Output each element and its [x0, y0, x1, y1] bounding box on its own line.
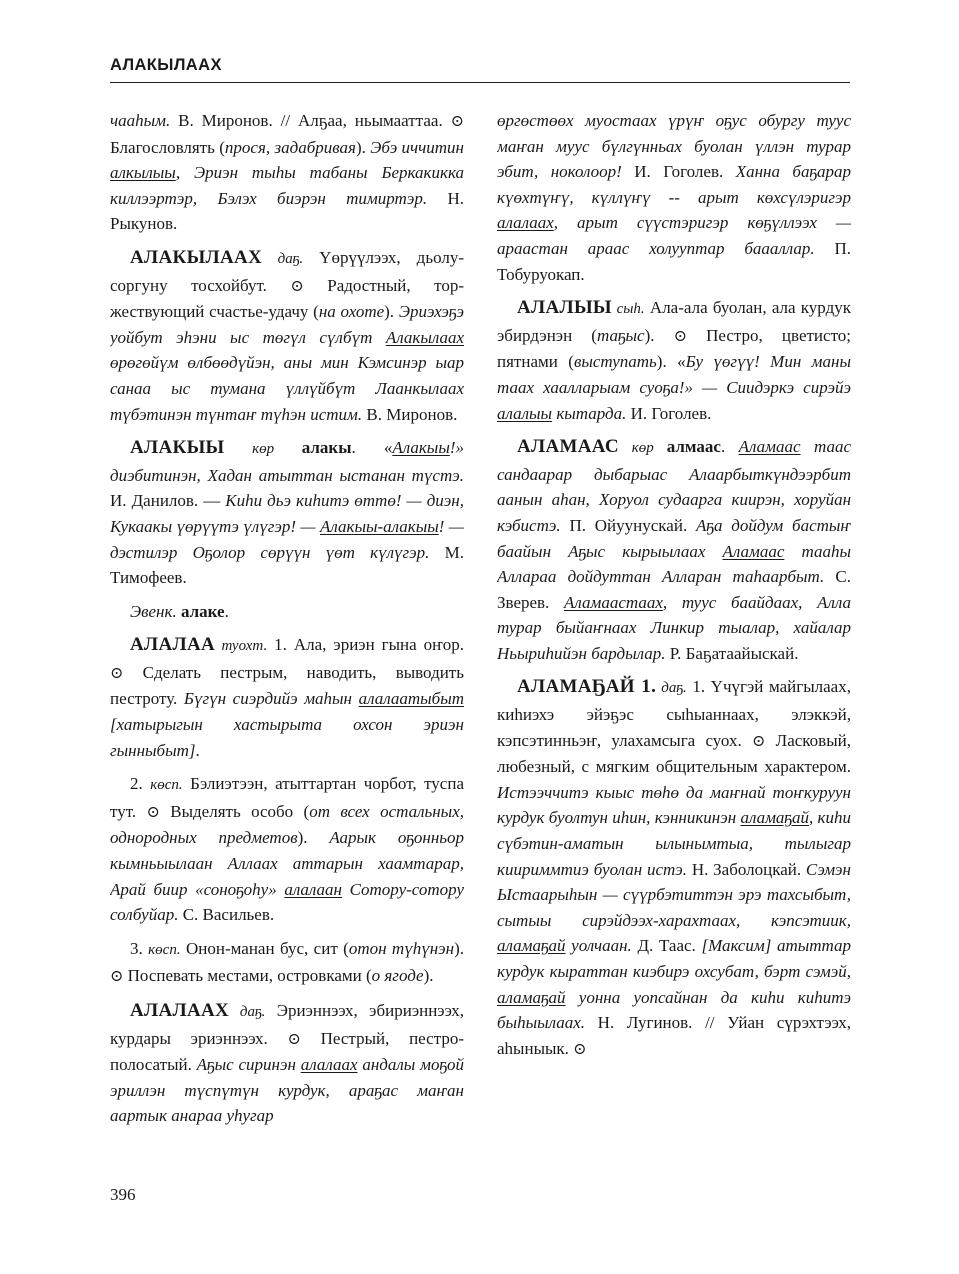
etymology-evenk: Эвенк. алаке. [130, 601, 229, 621]
russian-translation-icon: ⊙ [287, 1030, 301, 1048]
entry-alalyy: АЛАЛЫЫ сыһ. Ала-ала буолан, ала курдук эбирдэнэн (таҕыс). ⊙ Пестро, цветисто; пятнами (выступать). «Бу үөгүү! Мин маны таах хаалларыам суоҕа!» — Сиидэркэ сирэйэ алалыы кытарда. И. Гоголев. [497, 297, 851, 423]
russian-translation-icon: ⊙ [573, 1040, 587, 1058]
russian-translation-icon: ⊙ [673, 327, 688, 345]
entry-alakylaakh: АЛАКЫЛААХ даҕ. Үөрүүлээх, дьолу-соргуну тосхойбут. ⊙ Радостный, торжествующий счастье-удачу (на охоте). Эриэхэҕэ уойбут эһэни ыс төгүл сүлбүт Алакылаах өрөгөйүм өлбөөдүйэн, аны мин Кэмсинэр ыар санаа ыс тумана үллүйбүт Лаанкылаах түбэтинэн түнтаҥ түһэн истим. В. Миронов. [110, 246, 464, 424]
russian-translation-icon: ⊙ [751, 732, 766, 750]
entry-alamagai: АЛАМАҔАЙ 1. даҕ. 1. Үчүгэй майгылаах, киһиэхэ эйэҕэс сыһыаннаах, элэккэй, кэпсэтинньэҥ, улахамсыга суох. ⊙ Ласковый, любезный, с мягким общительным характером. Истээччитэ кыыс төһө да маҥнай тоҥкуруун курдук буолтун иһин, кэнникинэн аламаҕай, киһи сүбэтин-аматын ылынымтыа, тылыгар киириммтиэ буолан истэ. Н. Заболоцкай. Сэмэн Ыстаарыһын — сүүрбэтиттэн эрэ тахсыбыт, сытыы сирэйдээх-харахтаах, кэпсэтиик, аламаҕай уолчаан. Д. Таас. [Максим] атыттар курдук кыраттан киэбирэ охсубат, бэрт сэмэй, аламаҕай уонна уопсайнан да киһи киһитэ быһыылаах. Н. Лугинов. // Уйан сүрэхтээх, аһыныык. ⊙ [497, 676, 851, 1058]
entry-continuation-right: өргөстөөх муостаах үрүҥ оҕус обургу туус маҥан муус бүлгүнньах буолан үллэн турар эбит, ноколоор! И. Гоголев. Ханна баҕарар күөхтүҥү, күллүҥү -- арыт көхсүлэригэр алалаах, арыт сүүстэригэр көҕүллээх — араастан араас холууптар баааллар. П. Тобуруокап. [497, 111, 851, 284]
headword: АЛАЛААХ [130, 1000, 230, 1021]
page-number: 396 [110, 1185, 136, 1204]
entry-alalaa-sense-3: 3. көсп. Онон-манан бус, сит (отон түһүнэн). ⊙ Поспевать местами, островками (о ягоде). [110, 938, 464, 986]
entry-alalaa: АЛАЛАА туохт. 1. Ала, эриэн гына оҥор. ⊙ Сделать пестрым, наводить, выводить пестроту. Бүгүн сиэрдийэ маһын алалаатыбыт [хатырыгын хастырыта охсон эриэн гынныбыт]. [110, 634, 464, 760]
left-column [110, 108, 464, 1178]
russian-translation-icon: ⊙ [290, 277, 304, 295]
headword: АЛАКЫЛААХ [130, 246, 263, 268]
entry-continuation-left: чааһым. В. Миронов. // Алҕаа, ньымааттаа. ⊙ Благословлять (прося, задабривая). Эбэ иччитин алкылыы, Эриэн тыһы табаны Беркакикка киллээртэр, Бэлэх биэрэн тимиртэр. Н. Рыкунов. [110, 111, 464, 234]
russian-translation-icon: ⊙ [146, 803, 160, 821]
russian-translation-icon: ⊙ [110, 664, 124, 682]
running-header [110, 55, 850, 83]
running-title: АЛАКЫЛААХ [110, 56, 222, 74]
russian-translation-icon: ⊙ [450, 113, 464, 130]
entry-alalaakh: АЛАЛААХ даҕ. Эриэннээх, эбириэннээх, курдары эриэннээх. ⊙ Пестрый, пестро-полосатый. Аҕыс сиринэн алалаах андалы моҕой эриллэн түспүтүн курдук, араҕас маҥан аартык анараа уһугар [110, 1000, 464, 1126]
right-column [497, 108, 851, 1178]
entry-alalaa-sense-2: 2. көсп. Бэлиэтээн, атыттартан чорбот, туспа тут. ⊙ Выделять особо (от всех остальных, однородных предметов). Аарык оҕонньор кымньыылаан Аллаах аттарын хаамтарар, Арай биир «соноҕоһу» алалаан Сотору-сотору солбуйар. С. Васильев. [110, 774, 464, 925]
russian-translation-icon: ⊙ [110, 968, 124, 986]
headword: АЛАЛАА [130, 634, 215, 656]
headword: АЛАМАҔАЙ 1. [517, 676, 657, 698]
entry-alakyy: АЛАКЫЫ көр алакы. «Алакыы!» диэбитинэн, Хадан атыттан ыстанан түстэ. И. Данилов. — Киһи дьэ киһитэ өттө! — диэн, Кукаакы үөрүүтэ үлүгэр! — Алакыы-алакыы! — дэстилэр Оҕолор сөрүүн үөт күлүгэр. М. Тимофеев. [110, 437, 464, 588]
headword: АЛАМААС [517, 436, 619, 458]
headword: АЛАКЫЫ [130, 437, 225, 459]
headword: АЛАЛЫЫ [517, 297, 612, 319]
entry-alamaas: АЛАМААС көр алмаас. Аламаас таас сандаарар дыбарыас Алаарбыткүндээрбит аанын аһан, Хоруол судаарга киирэн, хоруйан кэбистэ. П. Ойуунускай. Аҕа дойдум бастыҥ баайын Аҕыс кырыылаах Аламаас тааһы Аллараа дойдуттан Алларан таһаарбыт. С. Зверев. Аламаастаах, туус баайдаах, Алла турар быйаҥнаах Линкир тыалар, хайалар Ньыриһийэн бардылар. Р. Баҕатаайыскай. [497, 436, 851, 663]
